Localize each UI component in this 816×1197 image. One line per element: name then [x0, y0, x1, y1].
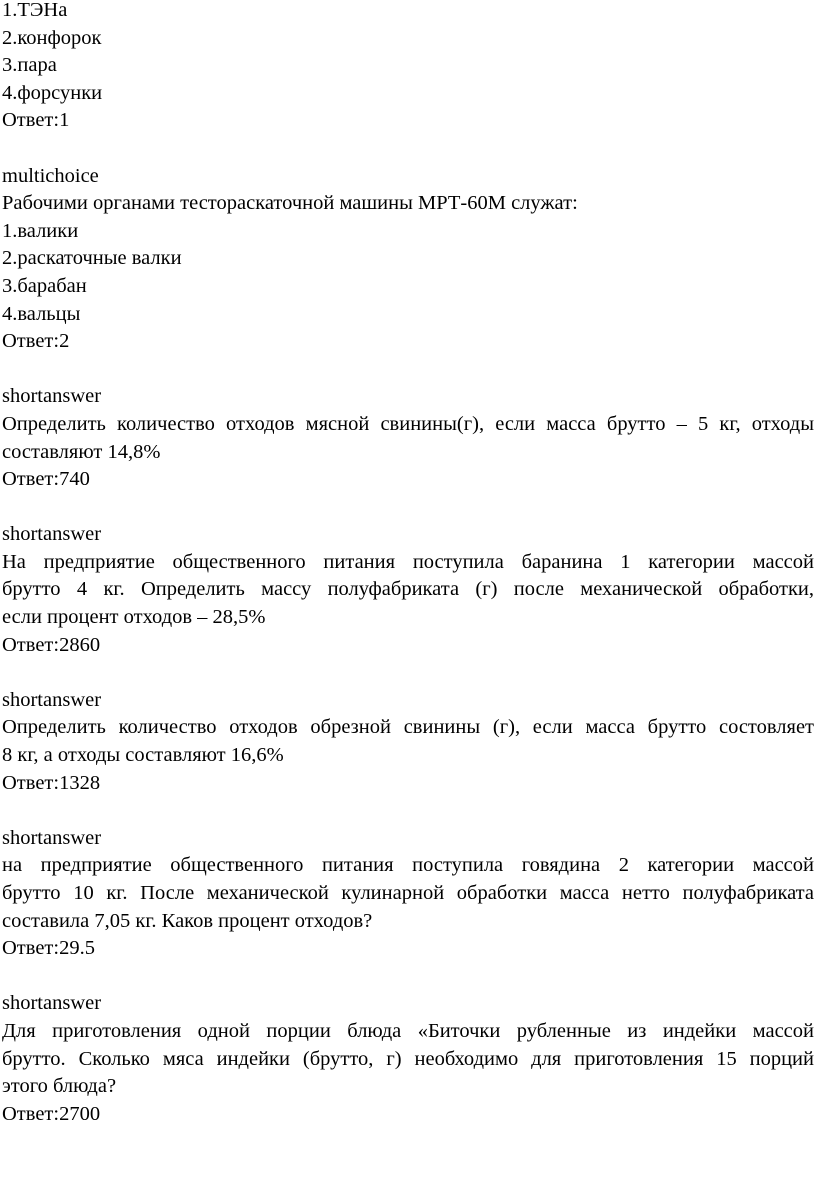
answer: Ответ:1328 — [2, 771, 101, 794]
answer: Ответ:2 — [2, 330, 70, 353]
spacer — [2, 494, 814, 522]
spacer — [2, 356, 814, 384]
answer: Ответ:2700 — [2, 1102, 101, 1125]
question-block-3 — [2, 521, 814, 659]
option-2: 2.раскаточные валки — [2, 247, 182, 270]
question-text-line-3: этого блюда? — [2, 1075, 117, 1098]
question-text: Рабочими органами тестораскаточной машины МРТ-60М служат: — [2, 192, 578, 215]
option-4: 4.форсунки — [2, 81, 103, 104]
question-text-line-1: На предприятие общественного питания поступила баранина 1 категории массой — [2, 550, 814, 573]
question-text-line-2: 8 кг, а отходы составляют 16,6% — [2, 744, 284, 767]
question-text-line-2: брутто 4 кг. Определить массу полуфабриката (г) после механической обработки, — [2, 578, 814, 601]
option-3: 3.барабан — [2, 274, 87, 297]
option-1: 1.валики — [2, 219, 79, 242]
question-type: shortanswer — [2, 385, 102, 408]
question-type: multichoice — [2, 164, 99, 187]
answer: Ответ:740 — [2, 468, 90, 491]
spacer — [2, 797, 814, 825]
question-block-6 — [2, 990, 814, 1128]
answer: Ответ:1 — [2, 109, 70, 132]
answer: Ответ:2860 — [2, 633, 101, 656]
question-block-5 — [2, 825, 814, 963]
question-text-line-1: Определить количество отходов обрезной свинины (г), если масса брутто состовляет — [2, 716, 814, 739]
spacer — [2, 659, 814, 687]
spacer — [2, 135, 814, 163]
spacer — [2, 963, 814, 991]
question-type: shortanswer — [2, 523, 102, 546]
option-1: 1.ТЭНа — [2, 0, 68, 21]
question-text-line-1: на предприятие общественного питания поступила говядина 2 категории массой — [2, 854, 814, 877]
question-text-line-1: Определить количество отходов мясной свинины(г), если масса брутто – 5 кг, отходы — [2, 412, 814, 435]
intro-block — [2, 0, 814, 135]
question-text-line-2: составляют 14,8% — [2, 440, 161, 463]
question-block-1 — [2, 163, 814, 356]
option-3: 3.пара — [2, 54, 57, 77]
question-type: shortanswer — [2, 688, 102, 711]
question-type: shortanswer — [2, 826, 102, 849]
question-text-line-2: брутто 10 кг. После механической кулинарной обработки масса нетто полуфабриката — [2, 882, 814, 904]
option-2: 2.конфорок — [2, 26, 102, 49]
question-block-2 — [2, 383, 814, 493]
option-4: 4.вальцы — [2, 302, 81, 325]
question-type: shortanswer — [2, 992, 102, 1015]
question-text-line-3: составила 7,05 кг. Каков процент отходов? — [2, 909, 373, 932]
question-text-line-1: Для приготовления одной порции блюда «Биточки рубленные из индейки массой — [2, 1019, 814, 1042]
answer: Ответ:29.5 — [2, 937, 95, 960]
question-text-line-3: если процент отходов – 28,5% — [2, 606, 266, 629]
question-block-4 — [2, 687, 814, 797]
question-text-line-2: брутто. Сколько мяса индейки (брутто, г) необходимо для приготовления 15 порций — [2, 1047, 814, 1070]
